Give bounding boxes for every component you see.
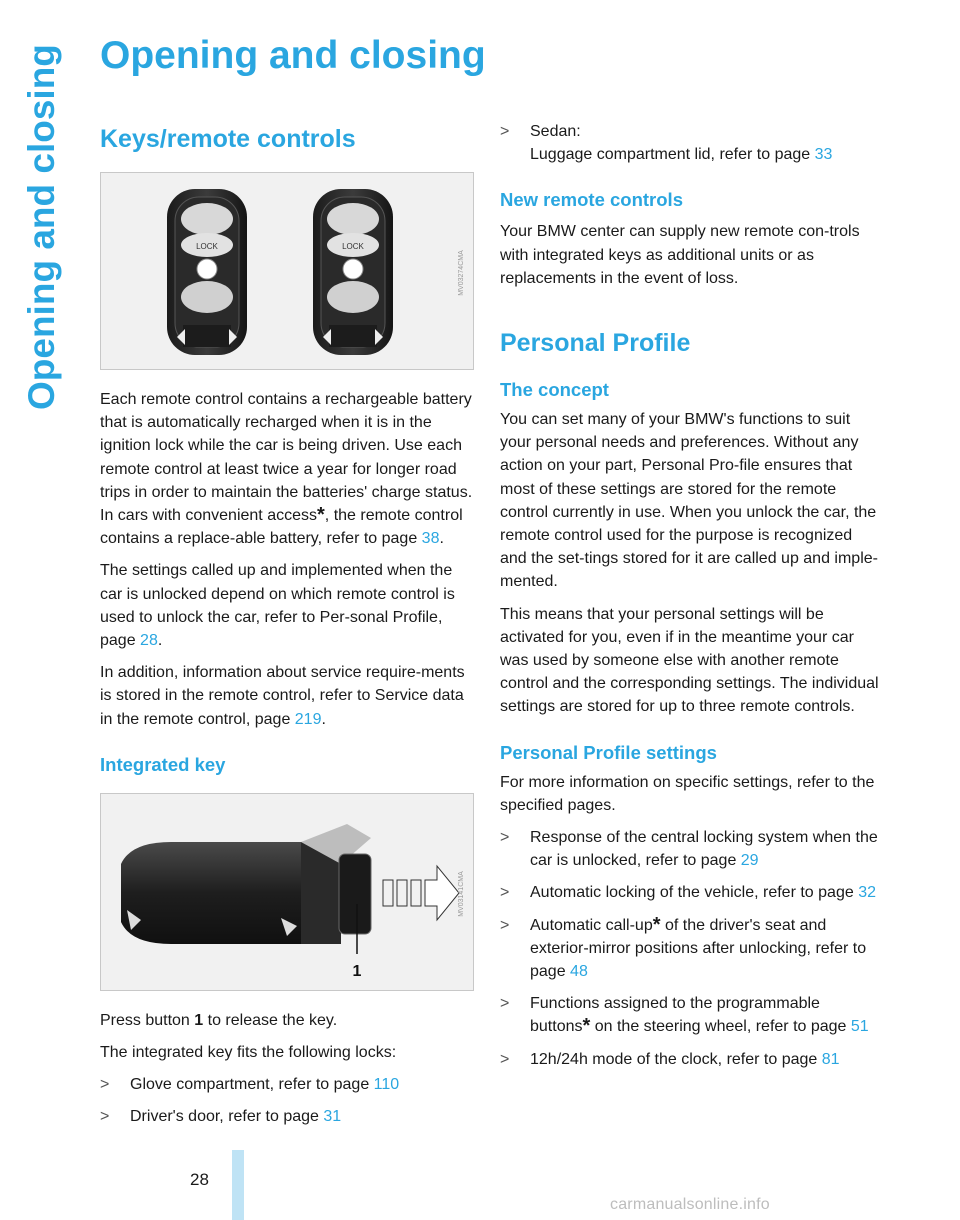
figure2-code: MV03141CMA xyxy=(458,871,465,917)
heading-integrated-key: Integrated key xyxy=(100,753,226,775)
link-page-32[interactable]: 32 xyxy=(858,884,876,902)
right-column xyxy=(500,120,880,1071)
link-page-51[interactable]: 51 xyxy=(850,1018,869,1036)
list-item-clock-mode: > 12h/24h mode of the clock, refer to page 81 xyxy=(500,1050,840,1068)
paragraph-battery: Each remote control contains a rechargeable battery that is automatically recharged when it is in the ignition lock while the car is being driven. Use each remote control at least twice a year for longer road trips in order to maintain the batteries' charge status. In cars with convenient access*, the remote control contains a replace-able battery, refer to page 38. xyxy=(100,391,473,548)
figure-remote-controls xyxy=(100,172,474,370)
paragraph-settings-intro: For more information on specific settings, refer to the specified pages. xyxy=(500,773,875,814)
heading-keys-remote: Keys/remote controls xyxy=(100,125,356,153)
sidebar-chapter-title xyxy=(20,40,64,410)
sidebar-chapter-text: Opening and closing xyxy=(21,44,62,410)
heading-the-concept: The concept xyxy=(500,379,609,401)
paragraph-settings-unlock: The settings called up and implemented when the car is unlocked depend on which remote control is used to unlock the car, refer to Per-sonal Profile, page 28. xyxy=(100,562,455,650)
svg-text:LOCK: LOCK xyxy=(342,242,364,251)
paragraph-concept-2: This means that your personal settings will be activated for you, even if in the meantime your car was used by someone else with another remote control and the corresponding settings. The individual settings are stored for up to three remote controls. xyxy=(500,605,879,716)
paragraph-concept-1: You can set many of your BMW's functions to suit your personal needs and preferences. Without any action on your part, Personal Pro-file ensures that most of these settings are stored for the remote control currently in use. When you unlock the car, the remote control used for the purpose is recognized and the set-tings stored for it are called up and imple-mented. xyxy=(500,411,878,591)
link-page-81[interactable]: 81 xyxy=(821,1050,840,1068)
left-column xyxy=(100,120,474,1129)
figure-integrated-key xyxy=(100,793,474,991)
page-number: 28 xyxy=(190,1170,209,1189)
list-item-drivers-door: > Driver's door, refer to page 31 xyxy=(100,1108,342,1126)
heading-personal-profile: Personal Profile xyxy=(500,329,691,358)
list-item-seat-mirror: > Automatic call-up* of the driver's seat and exterior-mirror positions after unlocking, refer to page 48 xyxy=(500,913,867,981)
heading-personal-profile-settings: Personal Profile settings xyxy=(500,741,717,763)
svg-text:LOCK: LOCK xyxy=(196,242,218,251)
figure2-callout-1: 1 xyxy=(352,962,362,980)
link-page-48[interactable]: 48 xyxy=(570,963,588,981)
watermark: carmanualsonline.info xyxy=(610,1196,770,1213)
list-item-automatic-locking: > Automatic locking of the vehicle, refer to page 32 xyxy=(500,884,876,902)
list-item-central-locking: > Response of the central locking system when the car is unlocked, refer to page 29 xyxy=(500,829,878,870)
figure1-code: MV03274CMA xyxy=(458,250,465,296)
page-title: Opening and closing xyxy=(100,34,486,77)
paragraph-service-data: In addition, information about service require-ments is stored in the remote control, refer to Service data in the remote control, page 219. xyxy=(100,664,465,728)
link-page-33[interactable]: 33 xyxy=(814,146,833,164)
link-page-31[interactable]: 31 xyxy=(323,1108,342,1126)
link-page-28[interactable]: 28 xyxy=(140,632,158,650)
paragraph-locks-intro: The integrated key fits the following locks: xyxy=(100,1044,397,1062)
remote-right xyxy=(313,189,393,355)
paragraph-new-remote: Your BMW center can supply new remote con-trols with integrated keys as additional units or as replacements in the event of loss. xyxy=(500,223,860,287)
remote-left xyxy=(167,189,247,355)
paragraph-press-button: Press button 1 to release the key. xyxy=(100,1011,338,1029)
list-item-sedan: > Sedan: Luggage compartment lid, refer to page 33 xyxy=(500,123,833,164)
footer-accent-bar xyxy=(232,1150,244,1220)
link-page-38[interactable]: 38 xyxy=(421,530,440,548)
link-page-219[interactable]: 219 xyxy=(294,710,322,728)
heading-new-remote-controls: New remote controls xyxy=(500,189,683,211)
integrated-key-illustration xyxy=(101,794,473,990)
list-item-programmable-buttons: > Functions assigned to the programmable buttons* on the steering wheel, refer to page 51 xyxy=(500,995,869,1038)
link-page-110[interactable]: 110 xyxy=(373,1076,400,1094)
link-page-29[interactable]: 29 xyxy=(740,852,759,870)
list-item-glove-compartment: > Glove compartment, refer to page 110 xyxy=(100,1076,400,1094)
remote-controls-illustration xyxy=(101,173,473,369)
